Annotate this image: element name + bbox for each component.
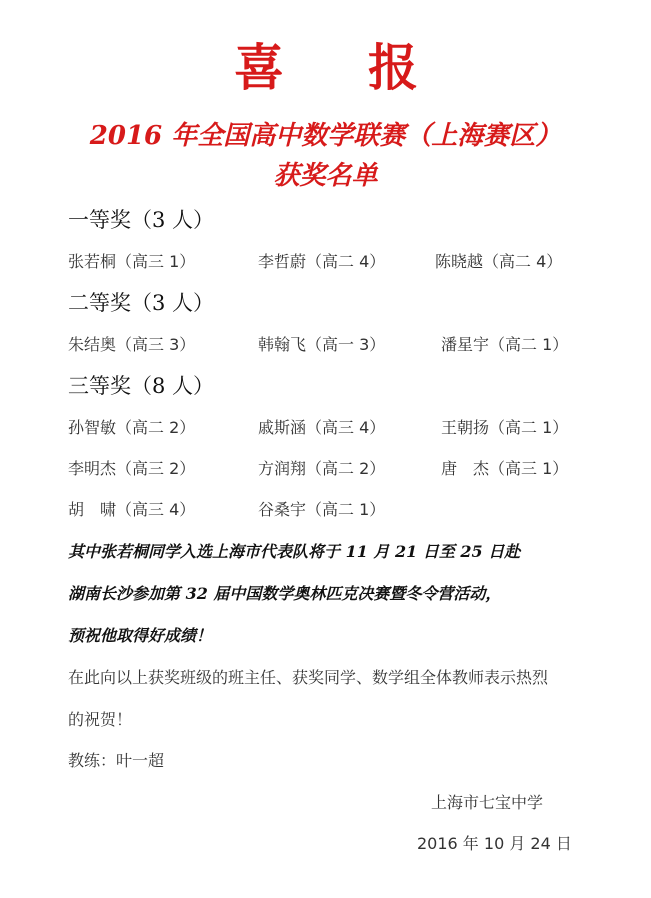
third-prize-heading: 三等奖（8 人） — [68, 374, 215, 398]
competition-title: 2016 年全国高中数学联赛（上海赛区） — [89, 121, 562, 151]
winner-name: 潘星宇（高二 1） — [441, 335, 569, 354]
winner-name: 李哲蔚（高二 4） — [258, 252, 386, 271]
winner-name: 张若桐（高三 1） — [68, 252, 196, 271]
winner-name: 戚斯涵（高三 4） — [258, 418, 386, 437]
issue-date: 2016 年 10 月 24 日 — [417, 834, 572, 853]
headline-char-bao: 报 — [368, 38, 418, 97]
winner-name: 孙智敏（高二 2） — [68, 418, 196, 437]
winner-name: 王朝扬（高二 1） — [441, 418, 569, 437]
winner-name: 李明杰（高三 2） — [68, 459, 196, 478]
congrats-line: 的祝贺！ — [68, 710, 133, 729]
headline-char-xi: 喜 — [234, 38, 284, 97]
winner-list-title: 获奖名单 — [273, 161, 378, 191]
notice-line: 其中张若桐同学入选上海市代表队将于 11 月 21 日至 25 日赴 — [68, 542, 521, 561]
first-prize-heading: 一等奖（3 人） — [68, 208, 215, 232]
winner-name: 谷桑宇（高二 1） — [258, 500, 386, 519]
winner-name: 唐 杰（高三 1） — [441, 459, 569, 478]
notice-line: 湖南长沙参加第 32 届中国数学奥林匹克决赛暨冬令营活动， — [68, 584, 502, 603]
winner-name: 方润翔（高二 2） — [258, 459, 386, 478]
second-prize-heading: 二等奖（3 人） — [68, 291, 215, 315]
notice-line: 预祝他取得好成绩！ — [68, 626, 213, 645]
winner-name: 胡 啸（高三 4） — [68, 500, 196, 519]
winner-name: 陈晓越（高二 4） — [435, 252, 563, 271]
coach-name: 教练：叶一超 — [68, 751, 165, 770]
winner-name: 韩翰飞（高一 3） — [258, 335, 386, 354]
congrats-line: 在此向以上获奖班级的班主任、获奖同学、数学组全体教师表示热烈 — [68, 668, 549, 687]
winner-name: 朱结奥（高三 3） — [68, 335, 196, 354]
school-name: 上海市七宝中学 — [431, 793, 544, 812]
